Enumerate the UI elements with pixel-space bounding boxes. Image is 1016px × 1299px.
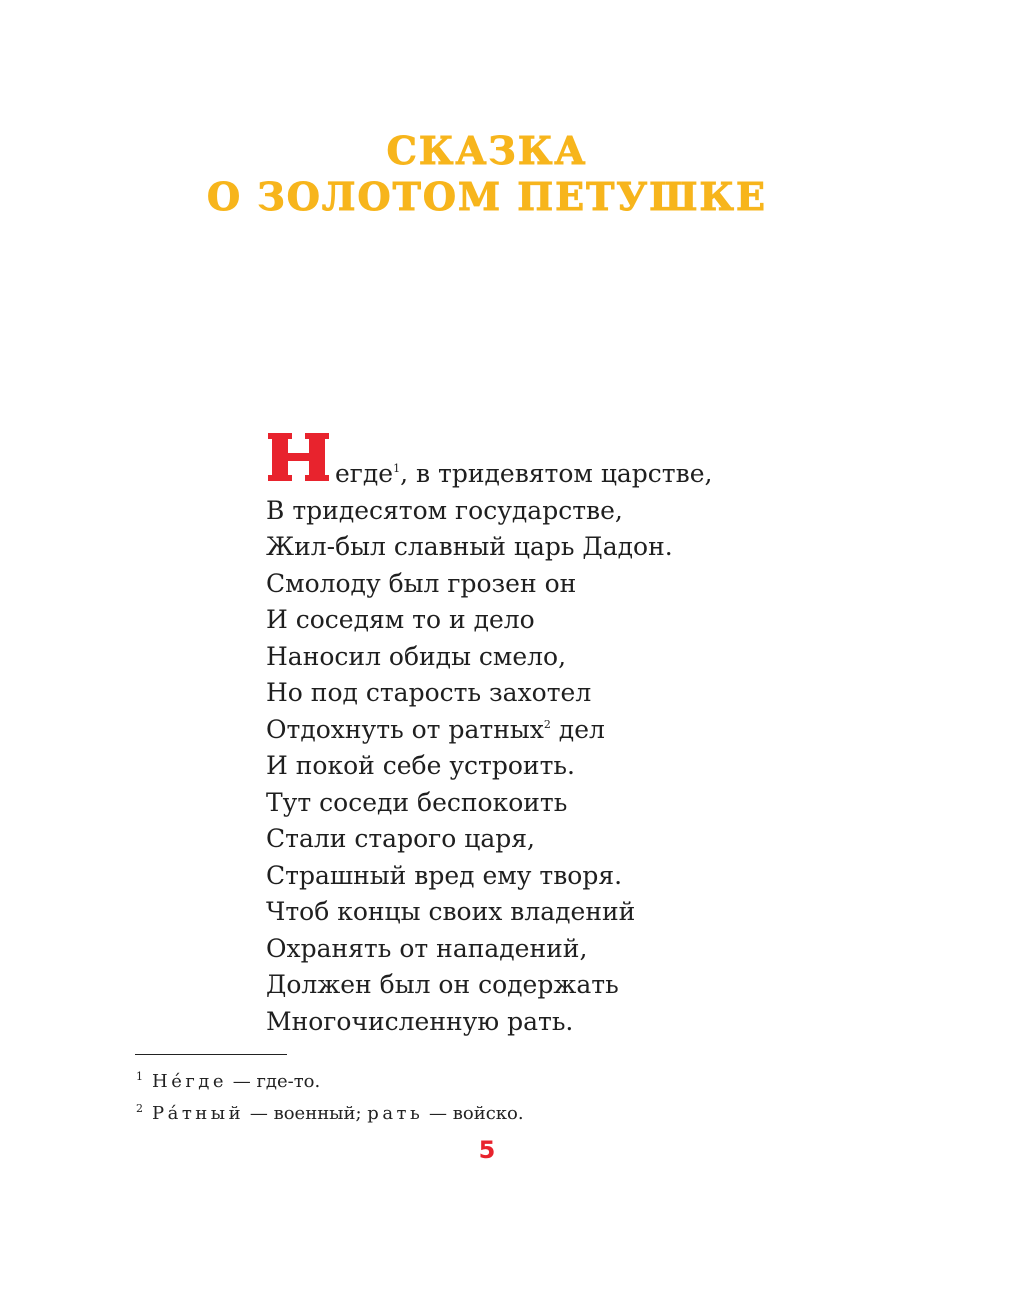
poem-line: Стали старого царя, xyxy=(266,824,535,853)
drop-cap-glyph xyxy=(266,429,331,485)
footnote-2-term-2: рать xyxy=(367,1103,424,1124)
poem-text xyxy=(266,456,712,1040)
footnote-1-term: Не́где xyxy=(152,1071,228,1092)
poem-line: В тридесятом государстве, xyxy=(266,495,623,525)
page-number: 5 xyxy=(478,1136,496,1164)
footnote-1-number: 1 xyxy=(136,1070,143,1083)
drop-cap xyxy=(266,429,331,485)
footnote-2-definition-2: — войско. xyxy=(423,1103,524,1124)
chapter-title xyxy=(0,128,974,220)
poem-line: И соседям то и дело xyxy=(266,605,535,634)
footnote-2-term-1: Ра́тный xyxy=(152,1103,245,1124)
poem-line: Чтоб концы своих владений xyxy=(266,897,636,926)
footnotes xyxy=(136,1063,524,1127)
footnote-2 xyxy=(136,1095,524,1127)
title-line-2: О ЗОЛОТОМ ПЕТУШКЕ xyxy=(207,174,767,219)
poem-line: Жил-был славный царь Дадон. xyxy=(266,532,673,561)
poem-line: Должен был он содержать xyxy=(266,970,619,999)
poem-line: Охранять от нападений, xyxy=(266,933,588,963)
poem-line: Но под старость захотел xyxy=(266,678,592,707)
poem-line-1 xyxy=(266,456,712,493)
poem-line: Многочисленную рать. xyxy=(266,1006,574,1036)
footnote-ref-1[interactable]: 1 xyxy=(393,462,401,475)
footnote-2-number: 2 xyxy=(136,1102,143,1115)
poem-line-1-text-a: егде xyxy=(335,459,394,488)
poem-line-8-text-a: Отдохнуть от ратных xyxy=(266,714,544,744)
poem-line-8 xyxy=(266,712,712,749)
poem-line-1-text-b: , в тридевятом царстве, xyxy=(400,459,713,488)
poem-line: И покой себе устроить. xyxy=(266,751,575,780)
poem-line: Тут соседи беспокоить xyxy=(266,787,568,817)
poem-line-8-text-b: дел xyxy=(550,714,605,744)
footnote-1 xyxy=(136,1063,524,1095)
poem-line: Страшный вред ему творя. xyxy=(266,860,623,890)
title-line-1: СКАЗКА xyxy=(386,128,588,173)
footnote-divider xyxy=(135,1054,287,1055)
footnote-ref-2[interactable]: 2 xyxy=(543,717,551,731)
footnote-1-definition: — где-то. xyxy=(227,1071,321,1092)
poem-line: Смолоду был грозен он xyxy=(266,568,577,598)
poem-line: Наносил обиды смело, xyxy=(266,641,567,671)
footnote-2-definition-1: — военный; xyxy=(244,1103,368,1124)
